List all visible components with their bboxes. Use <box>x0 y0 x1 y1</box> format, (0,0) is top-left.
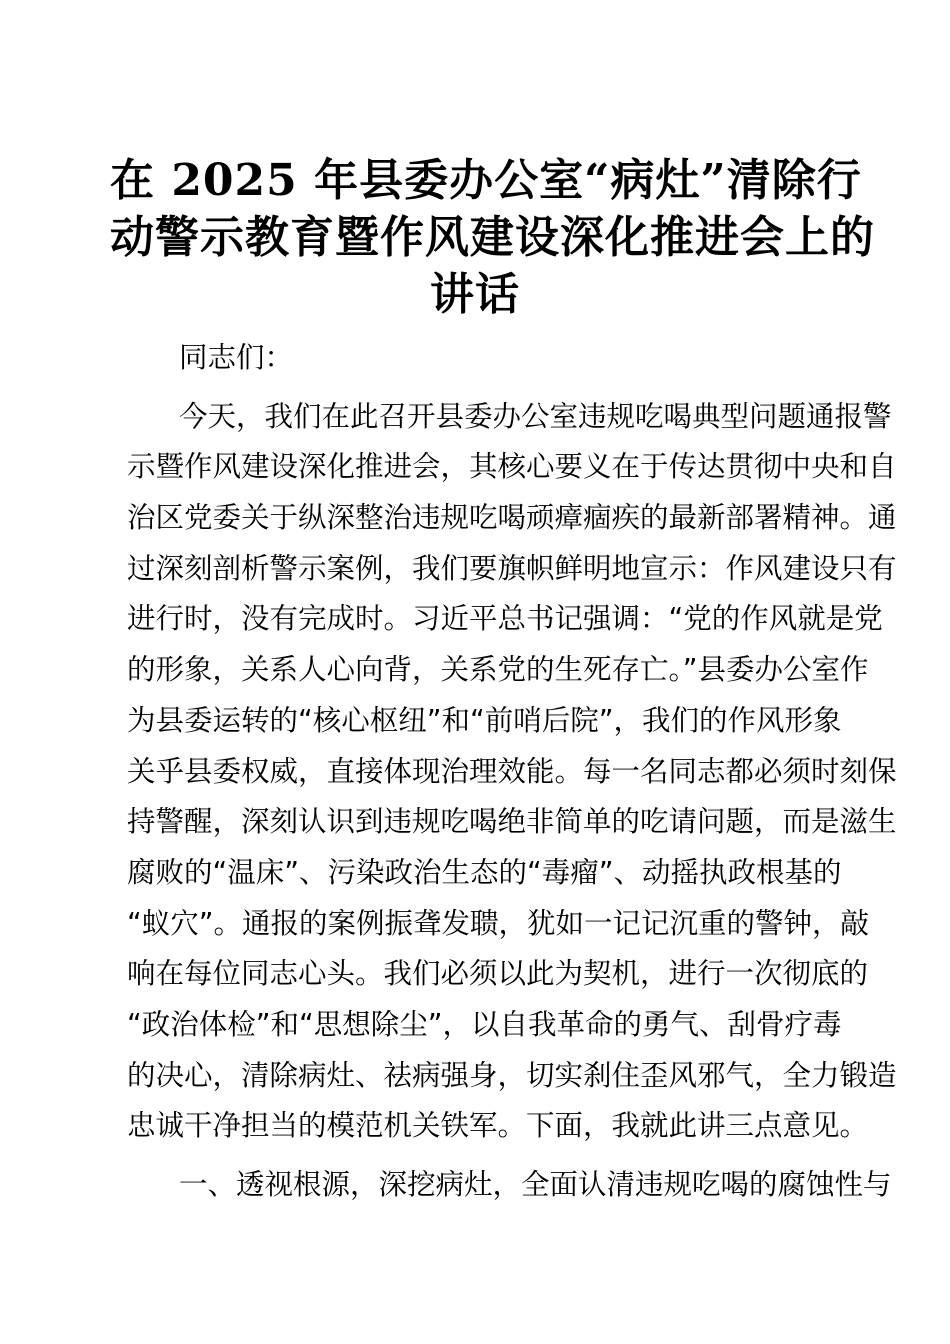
paragraph-line: 腐败的“温床”、污染政治生态的“毒瘤”、动摇执政根基的 <box>127 855 842 889</box>
paragraph-line: 关乎县委权威，直接体现治理效能。每一名同志都必须时刻保 <box>127 754 897 788</box>
paragraph-spacer <box>127 384 837 392</box>
paragraph-line: 过深刻剖析警示案例，我们要旗帜鲜明地宣示：作风建设只有 <box>127 551 897 585</box>
title-line: 讲话 <box>430 269 520 320</box>
document-body <box>127 333 897 1211</box>
paragraph-line: 响在每位同志心头。我们必须以此为契机，进行一次彻底的 <box>127 957 869 991</box>
paragraph-line: 忠诚干净担当的模范机关铁军。下面，我就此讲三点意见。 <box>127 1109 869 1143</box>
paragraph-line: 示暨作风建设深化推进会，其核心要义在于传达贯彻中央和自 <box>127 450 897 484</box>
title-line: 在 2025 年县委办公室“病灶”清除行 <box>110 155 862 206</box>
paragraph-line: “政治体检”和“思想除尘”，以自我革命的勇气、刮骨疗毒 <box>127 1007 842 1041</box>
paragraph-line: 进行时，没有完成时。习近平总书记强调：“党的作风就是党 <box>127 602 883 636</box>
paragraph-spacer <box>127 1152 837 1160</box>
paragraph-1 <box>127 392 897 1152</box>
paragraph-line: “蚁穴”。通报的案例振聋发聩，犹如一记记沉重的警钟，敲 <box>127 906 870 940</box>
document-title <box>110 152 875 323</box>
title-line: 动警示教育暨作风建设深化推进会上的 <box>110 212 875 263</box>
paragraph-line: 持警醒，深刻认识到违规吃喝绝非简单的吃请问题，而是滋生 <box>127 805 897 839</box>
paragraph-line: 的决心，清除病灶、祛病强身，切实刹住歪风邪气，全力锻造 <box>127 1058 897 1092</box>
section-heading: 一、透视根源，深挖病灶，全面认清违规吃喝的腐蚀性与 <box>179 1168 892 1201</box>
paragraph-line: 为县委运转的“核心枢纽”和“前哨后院”，我们的作风形象 <box>127 703 842 737</box>
salutation: 同志们： <box>179 341 294 374</box>
paragraph-line: 治区党委关于纵深整治违规吃喝顽瘴痼疾的最新部署精神。通 <box>127 501 897 535</box>
paragraph-line: 的形象，关系人心向背，关系党的生死存亡。”县委办公室作 <box>127 653 869 687</box>
paragraph-line: 今天，我们在此召开县委办公室违规吃喝典型问题通报警 <box>179 399 892 433</box>
